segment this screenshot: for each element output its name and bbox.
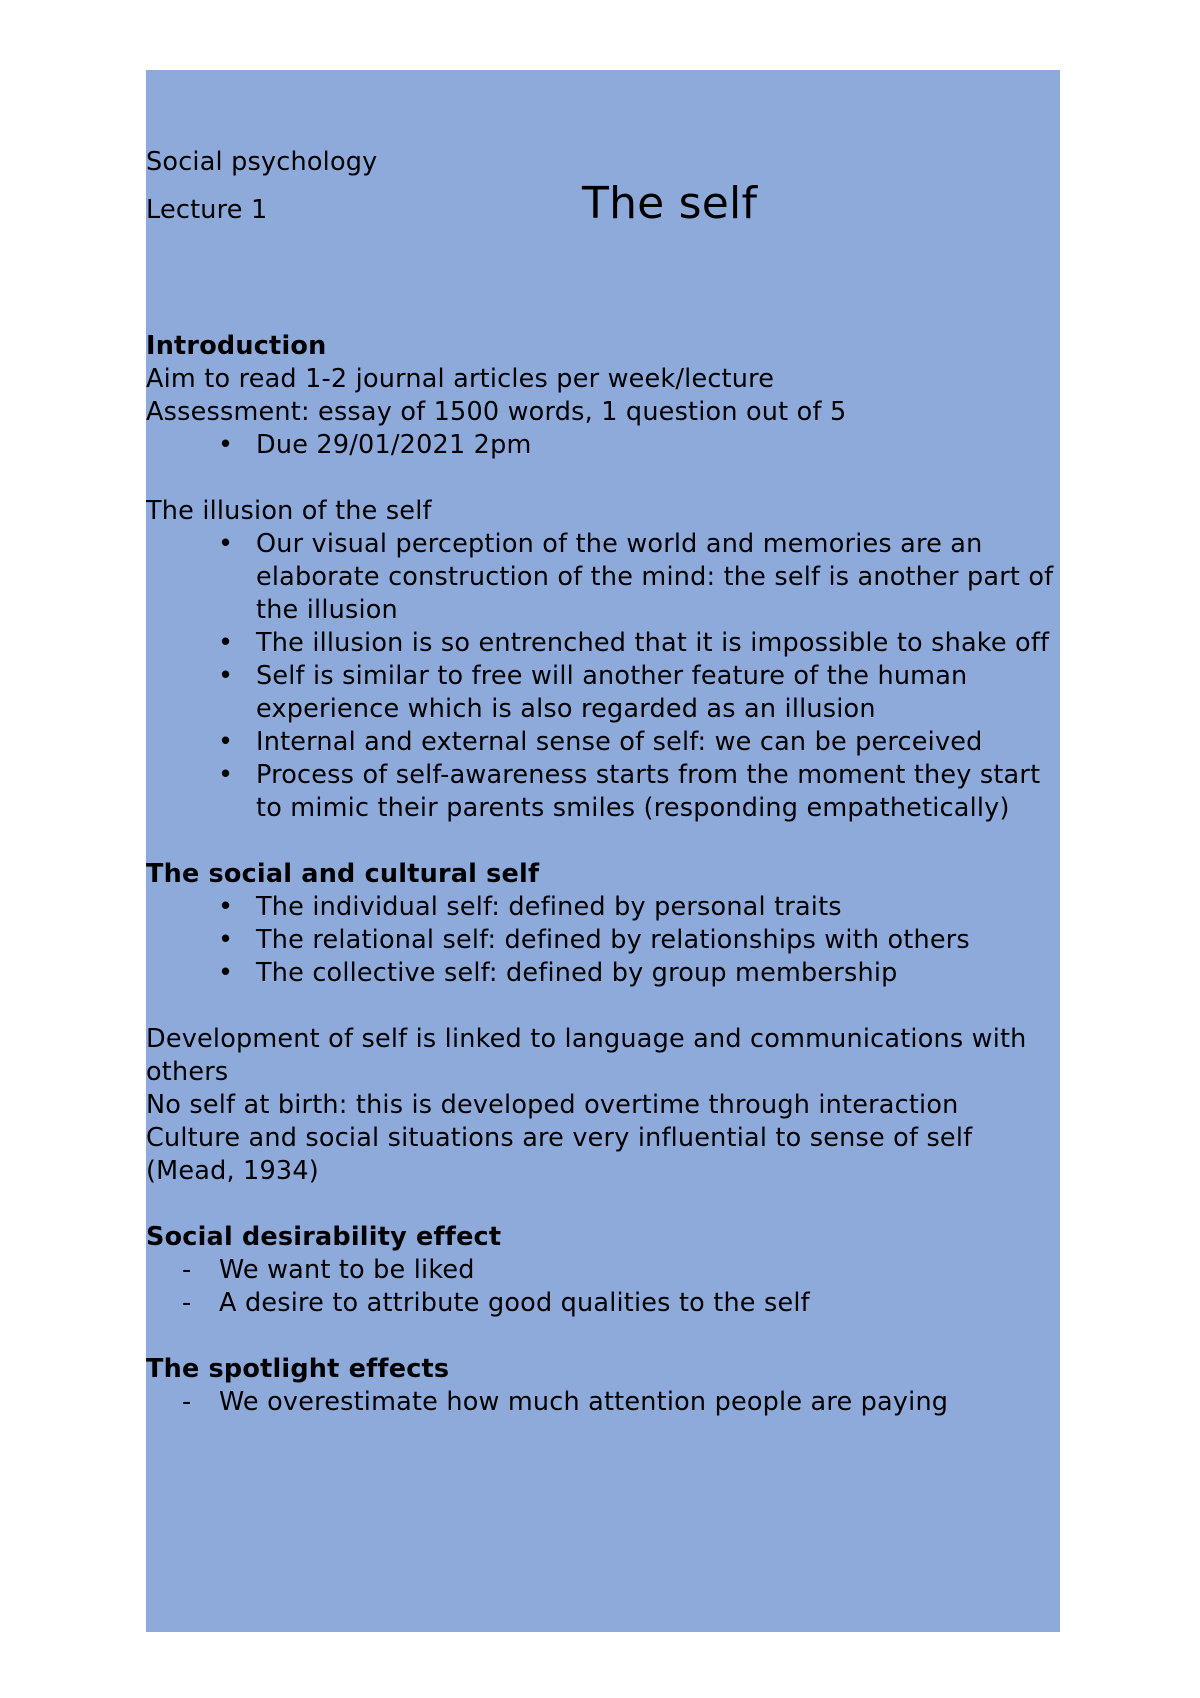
list-item-text: The relational self: defined by relationships with others — [256, 925, 970, 955]
dash-marker: - — [182, 1387, 192, 1417]
text-line: No self at birth: this is developed overtime through interaction — [146, 1090, 959, 1120]
list-item — [146, 759, 1060, 825]
list-item-text: A desire to attribute good qualities to the self — [219, 1288, 810, 1318]
list-item — [146, 1287, 1060, 1320]
bullet-marker: • — [218, 430, 234, 460]
list-item-text: The collective self: defined by group membership — [256, 958, 898, 988]
bullet-list — [146, 891, 1060, 990]
text-line: Culture and social situations are very influential to sense of self (Mead, 1934) — [146, 1123, 973, 1186]
list-item — [146, 1386, 1060, 1419]
text-line: Aim to read 1-2 journal articles per week/lecture — [146, 364, 775, 394]
list-item — [146, 429, 1060, 462]
spacer — [146, 1188, 1060, 1221]
list-item — [146, 1254, 1060, 1287]
list-item — [146, 924, 1060, 957]
list-item — [146, 627, 1060, 660]
bullet-marker: • — [218, 892, 234, 922]
list-item-text: Self is similar to free will another feature of the human experience which is also regarded as an illusion — [256, 661, 968, 724]
list-item — [146, 726, 1060, 759]
bullet-marker: • — [218, 958, 234, 988]
list-item — [146, 660, 1060, 726]
spacer — [146, 990, 1060, 1023]
section-heading-illusion: The illusion of the self — [146, 496, 432, 526]
list-item-text: Process of self-awareness starts from the moment they start to mimic their parents smiles (responding empathetically) — [256, 760, 1041, 823]
page-title: The self — [582, 178, 758, 229]
list-item-text: Internal and external sense of self: we can be perceived — [256, 727, 983, 757]
bullet-marker: • — [218, 529, 234, 559]
section-heading-social-cultural: The social and cultural self — [146, 859, 540, 889]
spacer — [146, 1320, 1060, 1353]
dash-marker: - — [182, 1288, 192, 1318]
text-line: Assessment: essay of 1500 words, 1 question out of 5 — [146, 397, 847, 427]
dash-marker: - — [182, 1255, 192, 1285]
list-item — [146, 957, 1060, 990]
document-body — [146, 330, 1060, 1419]
list-item-text: We want to be liked — [219, 1255, 475, 1285]
list-item-text: We overestimate how much attention people are paying — [219, 1387, 949, 1417]
dash-list — [146, 1386, 1060, 1419]
list-item-text: Our visual perception of the world and memories are an elaborate construction of the mind: the self is another part of the illusion — [256, 529, 1054, 625]
list-item-text: The individual self: defined by personal traits — [256, 892, 842, 922]
text-line: Development of self is linked to language and communications with others — [146, 1024, 1027, 1087]
dash-list — [146, 1254, 1060, 1320]
course-name: Social psychology — [146, 147, 378, 177]
bullet-list — [146, 528, 1060, 825]
bullet-list — [146, 429, 1060, 462]
bullet-marker: • — [218, 628, 234, 658]
list-item — [146, 528, 1060, 627]
list-item-text: Due 29/01/2021 2pm — [256, 430, 532, 460]
bullet-marker: • — [218, 661, 234, 691]
list-item-text: The illusion is so entrenched that it is impossible to shake off — [256, 628, 1050, 658]
section-heading-desirability: Social desirability effect — [146, 1222, 502, 1252]
section-heading-introduction: Introduction — [146, 331, 327, 361]
list-item — [146, 891, 1060, 924]
bullet-marker: • — [218, 760, 234, 790]
section-heading-spotlight: The spotlight effects — [146, 1354, 450, 1384]
lecture-number: Lecture 1 — [146, 195, 268, 225]
bullet-marker: • — [218, 727, 234, 757]
spacer — [146, 825, 1060, 858]
spacer — [146, 462, 1060, 495]
bullet-marker: • — [218, 925, 234, 955]
